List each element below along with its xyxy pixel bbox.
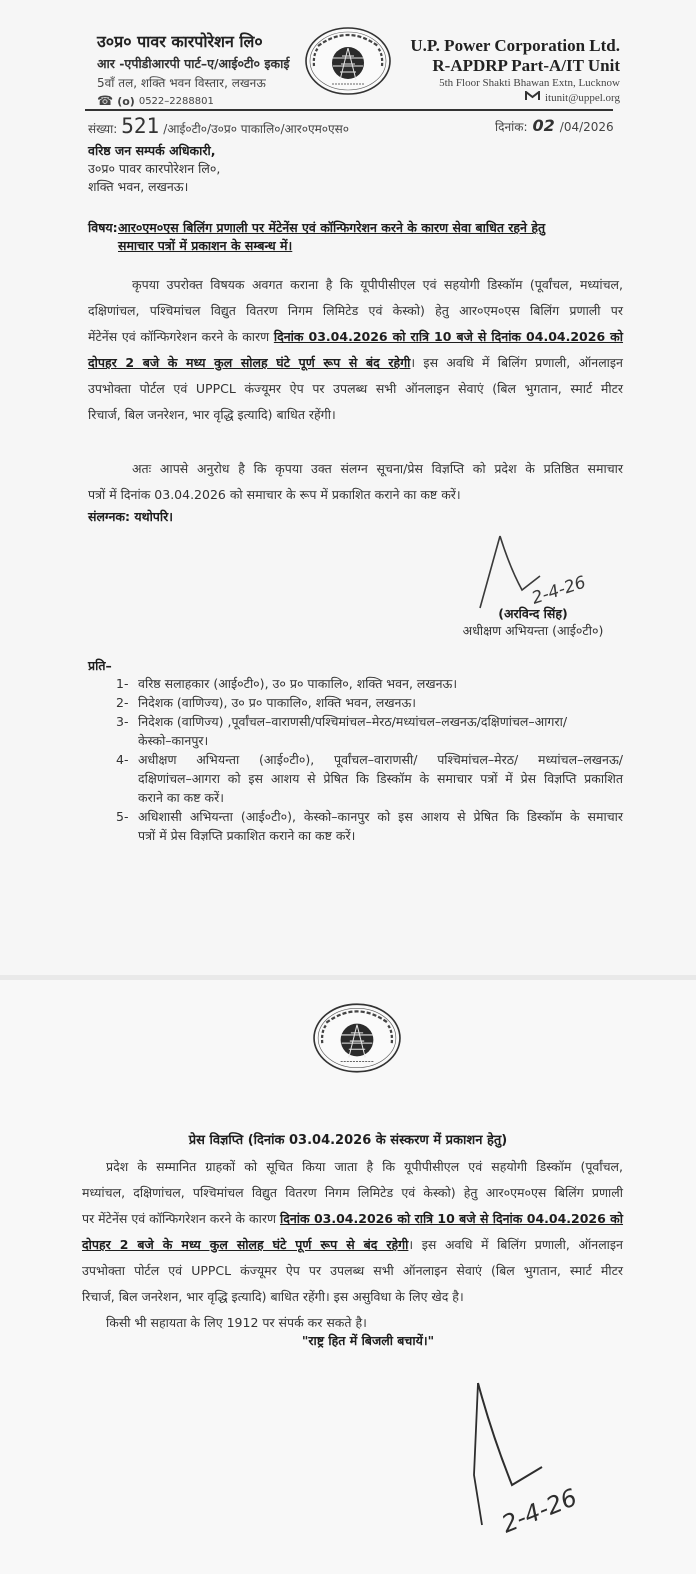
- body-paragraph-2: [88, 456, 623, 508]
- outage-period-highlight: दिनांक 03.04.2026 को रात्रि 10 बजे से दिनांक 04.04.2026 को: [273, 329, 624, 344]
- body-line: रिचार्ज, बिल जनरेशन, भार वृद्धि इत्यादि) बाधित रहेंगी।: [88, 407, 336, 422]
- body-line: उपभोक्ता पोर्टल एवं UPPCL कंज्यूमर ऐप पर उपलब्ध सभी ऑनलाइन सेवाएं (बिल भुगतान, स्मार्ट मीटर: [88, 381, 623, 396]
- item-number: 4-: [116, 752, 129, 767]
- item-text: दक्षिणांचल–आगरा को इस आशय से प्रेषित कि डिस्कॉम के समाचार पत्रों में प्रेस विज्ञप्ति प्रकाशित: [138, 771, 623, 786]
- body-text: । इस अवधि में बिलिंग प्रणाली, ऑनलाइन: [410, 355, 623, 370]
- subject-block: [88, 219, 623, 255]
- signatory-designation: अधीक्षण अभियन्ता (आई०टी०): [462, 623, 604, 638]
- telephone-icon: ☎: [97, 94, 114, 109]
- body-line: मध्यांचल, दक्षिणांचल, पश्चिमांचल विद्युत वितरण निगम लिमिटेड एवं केस्को) हेतु आर०एम०एस बिलिंग प्रणाली: [82, 1185, 623, 1200]
- letterhead-english: [410, 36, 620, 104]
- item-text: केस्को–कानपुर।: [138, 733, 209, 748]
- body-text: मेंटेनेंस एवं कॉन्फिगरेशन करने के कारण: [88, 329, 274, 344]
- mail-icon: [525, 91, 540, 104]
- body-line: दक्षिणांचल, पश्चिमांचल विद्युत वितरण निगम लिमिटेड एवं केस्को) हेतु आर०एम०एस बिलिंग प्रणाली पर: [88, 303, 623, 318]
- date-label: दिनांक:: [495, 120, 528, 134]
- press-release-body: [82, 1154, 623, 1336]
- org-name-english: U.P. Power Corporation Ltd.: [410, 36, 620, 55]
- slogan: "राष्ट्र हित में बिजली बचायें।": [301, 1333, 435, 1348]
- address-english: 5th Floor Shakti Bhawan Extn, Lucknow: [439, 77, 620, 89]
- subject-label: विषय:: [88, 220, 118, 235]
- helpline-line: किसी भी सहायता के लिए 1912 पर संपर्क कर सकते है।: [106, 1315, 367, 1330]
- body-line: [82, 1232, 623, 1258]
- body-line: उपभोक्ता पोर्टल एवं UPPCL कंज्यूमर ऐप पर उपलब्ध सभी ऑनलाइन सेवाएं (बिल भुगतान, स्मार्ट मीटर: [82, 1263, 623, 1278]
- copy-to-list: [116, 674, 623, 845]
- phone-number: 0522–2288801: [138, 96, 214, 107]
- org-name-hindi: उ०प्र० पावर कारपोरेशन लि०: [97, 32, 263, 51]
- item-text: कराने का कष्ट करें।: [138, 790, 224, 805]
- letterhead-hindi: [97, 30, 289, 109]
- item-number: 1-: [116, 676, 129, 691]
- item-text: वरिष्ठ सलाहकार (आई०टी०), उ० प्र० पाकालि०, शक्ति भवन, लखनऊ।: [138, 676, 458, 691]
- header-divider: [85, 109, 613, 111]
- body-text: । इस अवधि में बिलिंग प्रणाली, ऑनलाइन: [408, 1237, 623, 1252]
- recipient-title: वरिष्ठ जन सम्पर्क अधिकारी,: [88, 143, 216, 158]
- item-number: 3-: [116, 714, 129, 729]
- body-paragraph-1: [88, 272, 623, 428]
- handwritten-date: 2-4-26: [529, 572, 589, 609]
- body-line: [88, 350, 623, 376]
- phone-line: [97, 94, 289, 109]
- item-text: निदेशक (वाणिज्य), उ० प्र० पाकालि०, शक्ति भवन, लखनऊ।: [138, 695, 417, 710]
- item-text: निदेशक (वाणिज्य) ,पूर्वांचल–वाराणसी/पश्चिमांचल–मेरठ/मध्यांचल–लखनऊ/दक्षिणांचल–आगरा/: [138, 714, 568, 729]
- item-text: पत्रों में प्रेस विज्ञप्ति प्रकाशित कराने का कष्ट करें।: [138, 828, 356, 843]
- outage-duration-highlight: दोपहर 2 बजे के मध्य कुल सोलह घंटे पूर्ण रूप से बंद रहेगी: [88, 355, 411, 370]
- body-line: पत्रों में दिनांक 03.04.2026 को समाचार के रूप में प्रकाशित कराने का कष्ट करें।: [88, 487, 461, 502]
- subject-line-1: आर०एम०एस बिलिंग प्रणाली पर मेंटेनेंस एवं कॉन्फिगरेशन करने के कारण सेवा बाधित रहने हेतु: [118, 220, 546, 235]
- copy-to-item-5: [116, 807, 623, 845]
- outage-duration-highlight: दोपहर 2 बजे के मध्य कुल सोलह घंटे पूर्ण रूप से बंद रहेगी: [82, 1237, 409, 1252]
- item-number: 5-: [116, 809, 129, 824]
- reference-number: [88, 114, 349, 138]
- body-line: कृपया उपरोक्त विषयक अवगत कराना है कि यूपीपीसीएल एवं सहयोगी डिस्कॉम (पूर्वांचल, मध्यांचल,: [132, 277, 623, 292]
- date-rest: /04/2026: [559, 120, 614, 134]
- unit-name-hindi: आर -एपीडीआरपी पार्ट–ए/आई०टी० इकाई: [97, 56, 290, 71]
- unit-name-english: R-APDRP Part-A/IT Unit: [432, 56, 620, 75]
- ref-suffix: /आई०टी०/उ०प्र० पाकालि०/आर०एम०एस०: [163, 122, 349, 136]
- letter-date: [495, 116, 614, 135]
- copy-to-item-4: [116, 750, 623, 807]
- copy-to-item-1: [116, 674, 623, 693]
- uppcl-logo: [312, 1002, 402, 1074]
- ref-label: संख्या:: [88, 122, 118, 136]
- recipient-address: शक्ति भवन, लखनऊ।: [88, 179, 189, 194]
- subject-line-2: समाचार पत्रों में प्रकाशन के सम्बन्ध में।: [118, 238, 293, 253]
- signatory: [448, 605, 618, 639]
- recipient-org: उ०प्र० पावर कारपोरेशन लि०,: [88, 161, 221, 176]
- press-release-page: [0, 980, 696, 1574]
- handwritten-date: 2-4-26: [497, 1483, 581, 1539]
- press-release-title: प्रेस विज्ञप्ति (दिनांक 03.04.2026 के संस्करण में प्रकाशन हेतु): [188, 1133, 508, 1148]
- ref-number-handwritten: 521: [121, 114, 160, 138]
- uppcl-logo: [304, 26, 392, 96]
- recipient-block: [88, 142, 220, 196]
- body-line: रिचार्ज, बिल जनरेशन, भार वृद्धि इत्यादि) बाधित रहेंगी। इस असुविधा के लिए खेद है।: [82, 1289, 464, 1304]
- body-line: प्रदेश के सम्मानित ग्राहकों को सूचित किया जाता है कि यूपीपीसीएल एवं सहयोगी डिस्कॉम (पूर्वांचल,: [106, 1159, 623, 1174]
- copy-to-item-3: [116, 712, 623, 750]
- body-line: [88, 324, 623, 350]
- date-day-handwritten: 02: [532, 116, 555, 135]
- body-line: अतः आपसे अनुरोध है कि कृपया उक्त संलग्न सूचना/प्रेस विज्ञप्ति को प्रदेश के प्रतिष्ठित समाचार: [132, 461, 623, 476]
- enclosure-note: संलग्नक: यथोपरि।: [88, 509, 173, 524]
- item-number: 2-: [116, 695, 129, 710]
- outage-period-highlight: दिनांक 03.04.2026 को रात्रि 10 बजे से दिनांक 04.04.2026 को: [279, 1211, 624, 1226]
- body-line: [82, 1206, 623, 1232]
- signatory-name: (अरविन्द सिंह): [498, 606, 568, 621]
- phone-label: (o): [117, 95, 135, 108]
- copy-to-item-2: [116, 693, 623, 712]
- copy-to-label: प्रति–: [88, 658, 112, 673]
- item-text: अधीक्षण अभियन्ता (आई०टी०), पूर्वांचल–वाराणसी/ पश्चिमांचल–मेरठ/ मध्यांचल–लखनऊ/: [138, 752, 623, 767]
- signature-2: [462, 1375, 652, 1549]
- item-text: अधिशासी अभियन्ता (आई०टी०), केस्को–कानपुर को इस आशय से प्रेषित कि डिस्कॉम के समाचार: [138, 809, 623, 824]
- body-text: पर मेंटेनेंस एवं कॉन्फिगरेशन करने के कारण: [82, 1211, 280, 1226]
- email-address: itunit@uppel.org: [544, 91, 620, 104]
- email-line: [410, 91, 620, 104]
- address-hindi: 5वाँ तल, शक्ति भवन विस्तार, लखनऊ: [97, 76, 266, 90]
